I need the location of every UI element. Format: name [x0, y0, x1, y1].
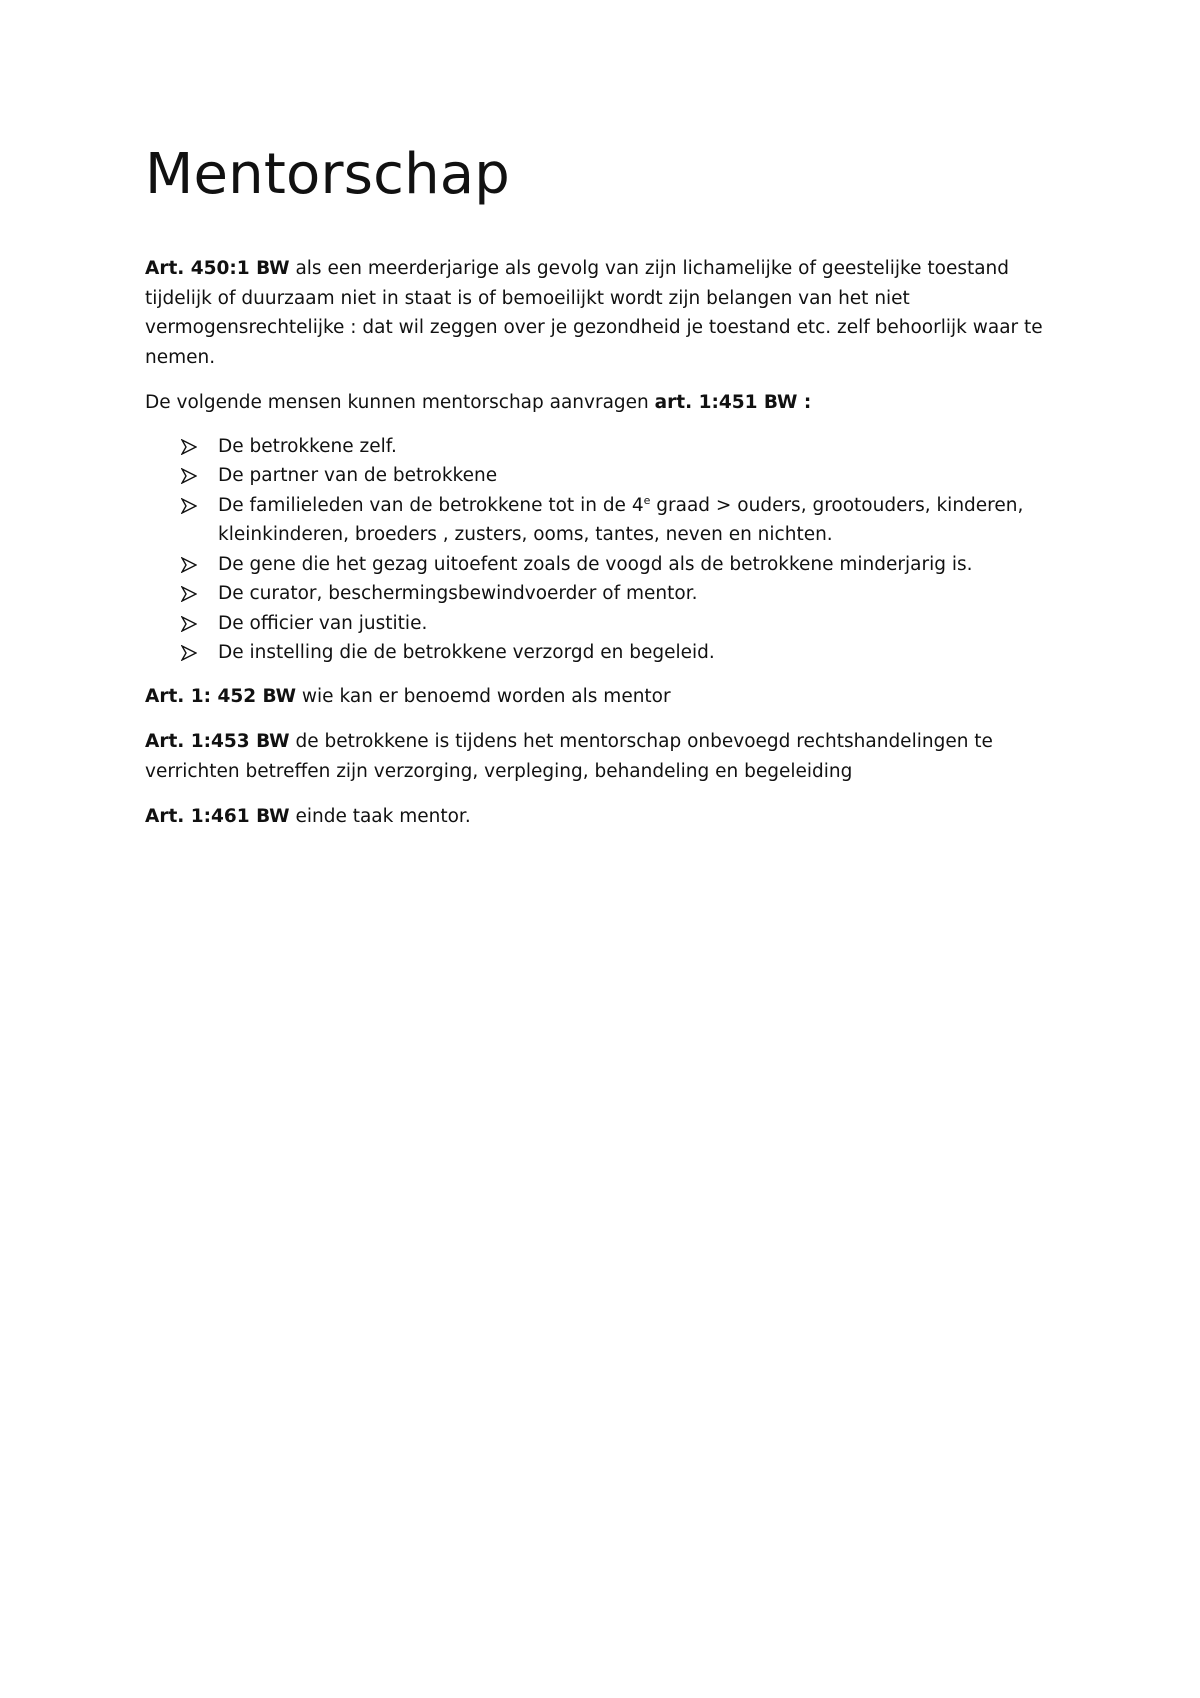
- list-item-text: De familieleden van de betrokkene tot in de 4: [218, 494, 644, 516]
- paragraph-art-450: [145, 254, 1065, 372]
- list-item-text: De curator, beschermingsbewindvoerder of mentor.: [218, 583, 698, 604]
- article-reference: Art. 1:461 BW: [145, 806, 290, 827]
- arrowhead-bullet-icon: [181, 645, 197, 661]
- paragraph-art-452: [145, 682, 1065, 712]
- list-item-text: De gene die het gezag uitoefent zoals de voogd als de betrokkene minderjarig is.: [218, 553, 973, 575]
- list-item-text: De instelling die de betrokkene verzorgd en begeleid.: [218, 642, 715, 663]
- arrowhead-bullet-icon: [181, 616, 197, 632]
- list-item-text-continued: graad > ouders, grootouders, kinderen, kleinkinderen, broeders , zusters, ooms, tantes, neven en nichten.: [218, 494, 1024, 545]
- list-item-text: De betrokkene zelf.: [218, 435, 397, 457]
- paragraph-art-453: [145, 727, 1065, 786]
- list-item-text: De officier van justitie.: [218, 612, 428, 634]
- applicants-list: [145, 432, 1065, 668]
- paragraph-art-461: [145, 802, 1065, 832]
- list-item: [145, 579, 1065, 609]
- paragraph-text: als een meerderjarige als gevolg van zijn lichamelijke of geestelijke toestand tijdelijk of duurzaam niet in staat is of bemoeilijkt wordt zijn belangen van het niet vermogensrechtelijke : dat wil zeggen over je gezondheid je toestand etc. zelf behoorlijk waar te nemen.: [145, 258, 1043, 368]
- article-reference: art. 1:451 BW :: [654, 392, 812, 413]
- list-item: [145, 491, 1065, 550]
- article-reference: Art. 450:1 BW: [145, 258, 290, 279]
- list-item: [145, 609, 1065, 639]
- paragraph-text: wie kan er benoemd worden als mentor: [296, 685, 671, 707]
- article-reference: Art. 1:453 BW: [145, 731, 290, 752]
- arrowhead-bullet-icon: [181, 439, 197, 455]
- arrowhead-bullet-icon: [181, 557, 197, 573]
- arrowhead-bullet-icon: [181, 498, 197, 514]
- ordinal-superscript: e: [643, 493, 651, 507]
- list-item: [145, 432, 1065, 462]
- paragraph-text: De volgende mensen kunnen mentorschap aanvragen: [145, 392, 655, 413]
- list-item: [145, 638, 1065, 668]
- article-reference: Art. 1: 452 BW: [145, 685, 297, 707]
- paragraph-applicants-intro: [145, 388, 1065, 418]
- document-title: Mentorschap: [145, 142, 511, 207]
- list-item: [145, 550, 1065, 580]
- list-item-text: De partner van de betrokkene: [218, 465, 498, 486]
- arrowhead-bullet-icon: [181, 586, 197, 602]
- arrowhead-bullet-icon: [181, 468, 197, 484]
- paragraph-text: de betrokkene is tijdens het mentorschap onbevoegd rechtshandelingen te verrichten betreffen zijn verzorging, verpleging, behandeling en begeleiding: [145, 731, 993, 782]
- paragraph-text: einde taak mentor.: [289, 806, 471, 827]
- document-content: [145, 140, 1065, 848]
- list-item: [145, 461, 1065, 491]
